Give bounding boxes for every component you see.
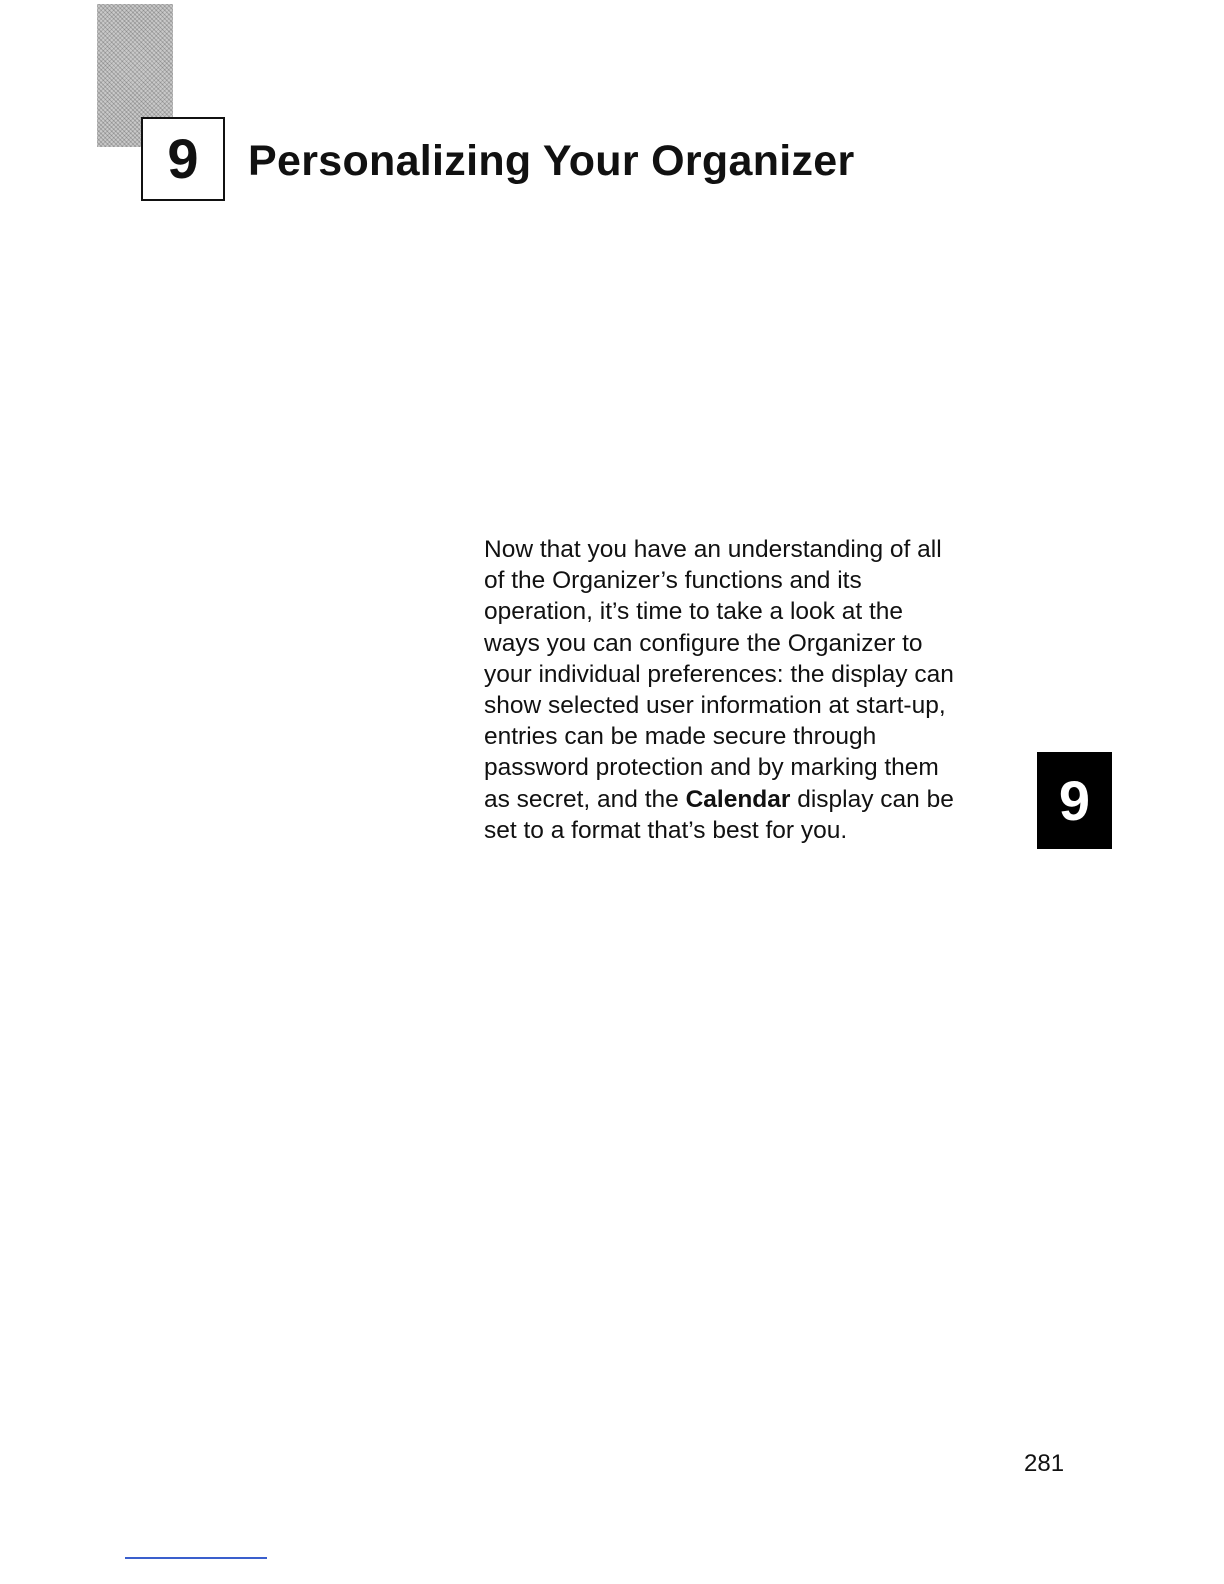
intro-text: display can be — [790, 785, 954, 813]
intro-line: Now that you have an understanding of all — [484, 536, 942, 563]
intro-line: of the Organizer’s functions and its — [484, 567, 862, 595]
page-number: 281 — [1024, 1450, 1065, 1477]
intro-line: set to a format that’s best for you. — [484, 816, 848, 844]
intro-text: as secret, and the — [484, 785, 686, 813]
intro-line: ways you can configure the Organizer to — [484, 629, 923, 657]
calendar-keyword: Calendar — [685, 785, 791, 813]
intro-line: entries can be made secure through — [484, 723, 877, 751]
intro-line: your individual preferences: the display can — [484, 660, 954, 688]
chapter-title: Personalizing Your Organizer — [248, 137, 855, 185]
intro-paragraph — [484, 534, 1024, 846]
intro-line — [484, 784, 1024, 815]
side-tab-label: 9 — [1058, 768, 1091, 832]
chapter-number-box — [141, 117, 225, 201]
footer-rule — [125, 1557, 267, 1559]
intro-line: operation, it’s time to take a look at the — [484, 598, 904, 626]
chapter-number: 9 — [167, 127, 199, 190]
intro-line: password protection and by marking them — [484, 754, 939, 782]
intro-line: show selected user information at start-up, — [484, 692, 946, 720]
chapter-side-tab — [1037, 752, 1112, 849]
